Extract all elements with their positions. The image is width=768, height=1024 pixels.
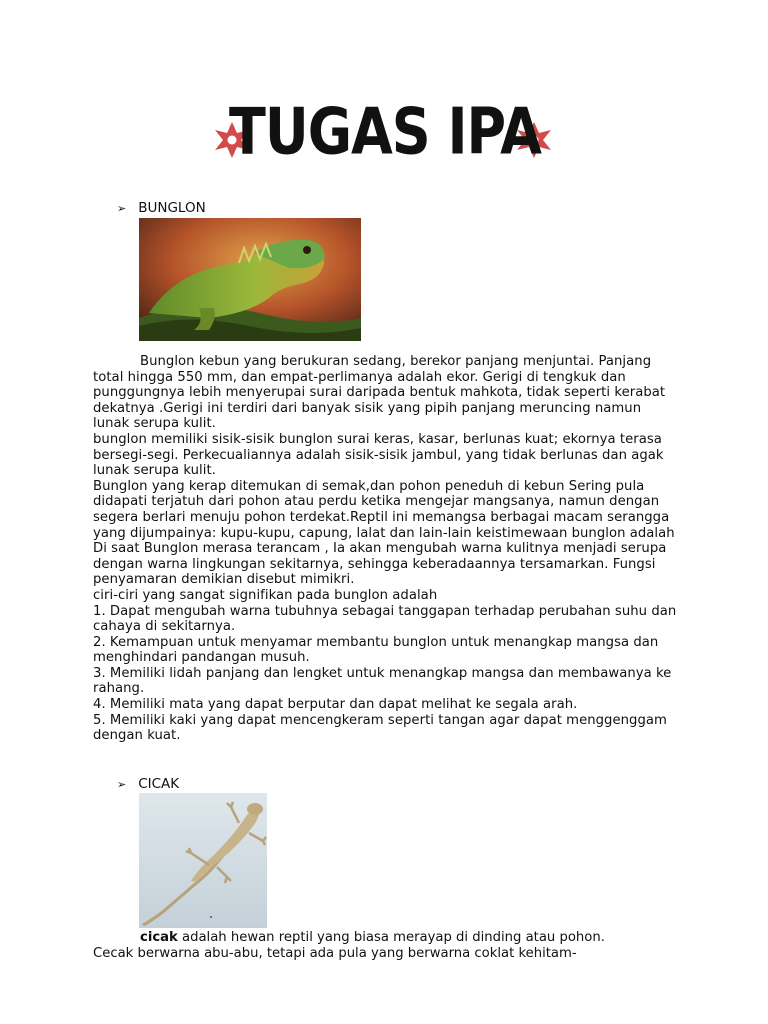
paragraph: Bunglon kebun yang berukuran sedang, berekor panjang menjuntai. Panjang total hingga 550 mm, dan empat-perlimanya adalah ekor. Gerigi di tengkuk dan punggungnya lebih menyerupai surai daripada bentuk mahkota, tidak seperti kerabat dekatnya .Gerigi ini terdiri dari banyak sisik yang pipih panjang meruncing namun lunak serupa kulit. <box>93 354 666 432</box>
document-title <box>200 84 570 188</box>
cicak-text <box>93 930 683 961</box>
paragraph: Cecak berwarna abu-abu, tetapi ada pula yang berwarna coklat kehitam- <box>93 945 577 961</box>
paragraph: ciri-ciri yang sangat signifikan pada bunglon adalah <box>93 587 438 603</box>
list-item: 4. Memiliki mata yang dapat berputar dan dapat melihat ke segala arah. <box>93 697 578 713</box>
list-item: 5. Memiliki kaki yang dapat mencengkeram seperti tangan agar dapat menggenggam dengan kuat. <box>93 712 667 744</box>
list-item: 3. Memiliki lidah panjang dan lengket untuk menangkap mangsa dan membawanya ke rahang. <box>93 665 672 697</box>
arrow-bullet-icon: ➢ <box>117 777 127 791</box>
title-artwork <box>200 84 570 188</box>
lead-text: adalah hewan reptil yang biasa merayap di dinding atau pohon. <box>177 930 605 945</box>
heading-text: CICAK <box>138 776 180 792</box>
bunglon-text <box>93 354 678 744</box>
list-item: 1. Dapat mengubah warna tubuhnya sebagai tanggapan terhadap perubahan suhu dan cahaya di sekitarnya. <box>93 603 677 635</box>
arrow-bullet-icon: ➢ <box>117 201 127 215</box>
paragraph: Bunglon yang kerap ditemukan di semak,dan pohon peneduh di kebun Sering pula didapati terjatuh dari pohon atau perdu ketika mengejar mangsanya, namun dengan segera berlari menuju pohon terdekat.Reptil ini memangsa berbagai macam serangga yang dijumpainya: kupu-kupu, capung, lalat dan lain-lain keistimewaan bunglon adalah Di saat Bunglon merasa terancam , Ia akan mengubah warna kulitnya menjadi serupa dengan warna lingkungan sekitarnya, sehingga keberadaannya tersamarkan. Fungsi penyamaran demikian disebut mimikri. <box>93 478 675 588</box>
title-text: TUGAS IPA <box>229 94 541 169</box>
paragraph: bunglon memiliki sisik-sisik bunglon surai keras, kasar, berlunas kuat; ekornya terasa bersegi-segi. Perkecualiannya adalah sisik-sisik jambul, yang tidak berlunas dan agak lunak serupa kulit. <box>93 431 664 479</box>
bold-term: cicak <box>140 930 178 945</box>
iguana-photo <box>139 218 361 341</box>
paragraph <box>93 930 683 946</box>
gecko-photo <box>139 793 267 928</box>
heading-text: BUNGLON <box>138 200 206 216</box>
list-item: 2. Kemampuan untuk menyamar membantu bunglon untuk menangkap mangsa dan menghindari pandangan musuh. <box>93 634 659 666</box>
section-heading-bunglon <box>117 200 206 216</box>
section-heading-cicak <box>117 776 179 792</box>
